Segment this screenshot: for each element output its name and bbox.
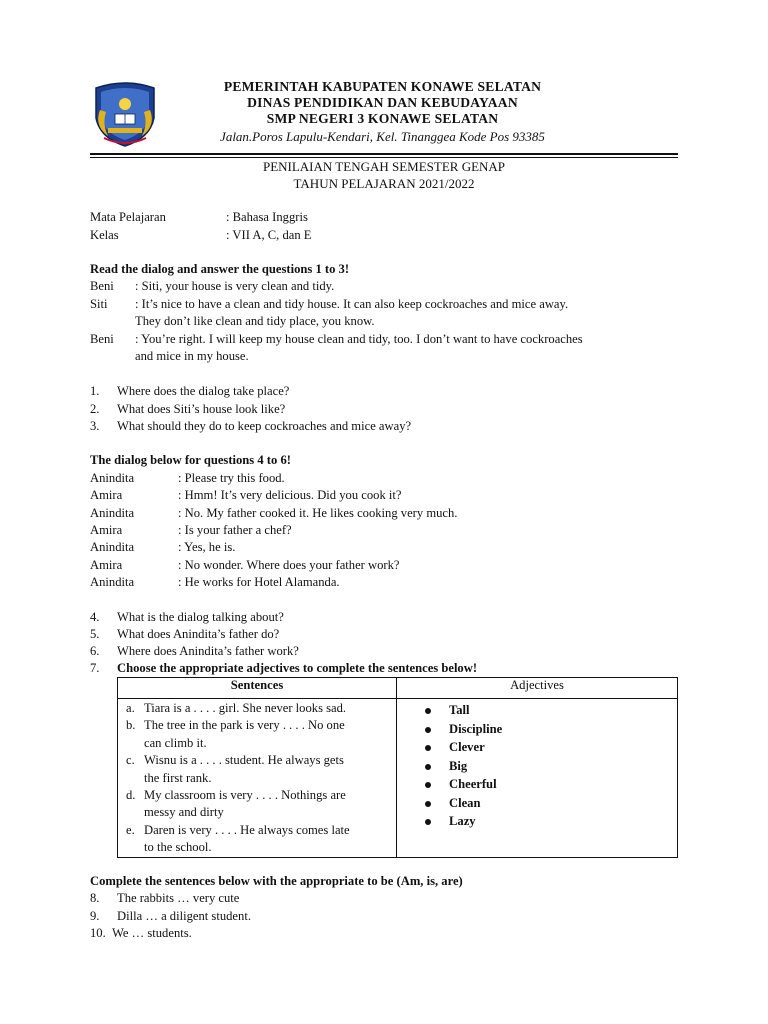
question-number: 4. bbox=[90, 610, 100, 624]
dialog-speaker: Anindita bbox=[90, 575, 135, 589]
question-text: Where does Anindita’s father work? bbox=[117, 644, 299, 658]
question-text: What should they do to keep cockroaches and mice away? bbox=[117, 419, 412, 433]
dialog-speaker: Beni bbox=[90, 332, 114, 346]
exam-year: TAHUN PELAJARAN 2021/2022 bbox=[293, 176, 475, 191]
dialog-speaker: Amira bbox=[90, 558, 123, 572]
question-text: The rabbits … very cute bbox=[117, 891, 240, 905]
adjective-list bbox=[397, 699, 677, 831]
adjective-item: Tall bbox=[397, 701, 677, 720]
sentence-item: d. My classroom is very . . . . Nothings are messy and dirty bbox=[126, 788, 346, 820]
adjective-item: Cheerful bbox=[397, 775, 677, 794]
adjective-item: Lazy bbox=[397, 812, 677, 831]
bullet-icon bbox=[425, 801, 431, 807]
section1-heading: Read the dialog and answer the questions 1 to 3! bbox=[90, 262, 350, 276]
question-text: What does Siti’s house look like? bbox=[117, 402, 286, 416]
dialog-line: : It’s nice to have a clean and tidy house. It can also keep cockroaches and mice away. bbox=[135, 297, 569, 311]
bullet-icon bbox=[425, 745, 431, 751]
question-text: What is the dialog talking about? bbox=[117, 610, 284, 624]
question-number: 1. bbox=[90, 384, 100, 398]
adjectives-table bbox=[117, 677, 678, 858]
dialog-line: : Please try this food. bbox=[178, 471, 285, 485]
dialog-line: : He works for Hotel Alamanda. bbox=[178, 575, 340, 589]
header-divider-thin bbox=[90, 157, 678, 158]
bullet-icon bbox=[425, 819, 431, 825]
sentence-item: b. The tree in the park is very . . . . No one can climb it. bbox=[126, 718, 345, 750]
question-number: 2. bbox=[90, 402, 100, 416]
dialog-line: : You’re right. I will keep my house clean and tidy, too. I don’t want to have cockroaches bbox=[135, 332, 583, 346]
dialog-speaker: Anindita bbox=[90, 540, 135, 554]
header-department: DINAS PENDIDIKAN DAN KEBUDAYAAN bbox=[247, 95, 518, 110]
adjective-item: Clever bbox=[397, 738, 677, 757]
dialog-line: : No wonder. Where does your father work? bbox=[178, 558, 400, 572]
question-number: 10. bbox=[90, 926, 106, 940]
info-label: Mata Pelajaran bbox=[90, 210, 166, 224]
dialog-speaker: Anindita bbox=[90, 471, 135, 485]
question-number: 8. bbox=[90, 891, 100, 905]
dialog-line: : No. My father cooked it. He likes cooking very much. bbox=[178, 506, 458, 520]
dialog-line: : Siti, your house is very clean and tidy. bbox=[135, 279, 335, 293]
bullet-icon bbox=[425, 708, 431, 714]
adjective-item: Discipline bbox=[397, 720, 677, 739]
question-text: Where does the dialog take place? bbox=[117, 384, 290, 398]
info-value: : Bahasa Inggris bbox=[226, 210, 308, 224]
dialog-line: : Yes, he is. bbox=[178, 540, 236, 554]
header-address: Jalan.Poros Lapulu-Kendari, Kel. Tinanggea Kode Pos 93385 bbox=[220, 129, 545, 144]
dialog-speaker: Amira bbox=[90, 523, 123, 537]
question-number: 3. bbox=[90, 419, 100, 433]
header-divider bbox=[90, 153, 678, 155]
question-number: 7. bbox=[90, 661, 100, 675]
sentences-cell bbox=[118, 699, 397, 858]
question-text: Choose the appropriate adjectives to complete the sentences below! bbox=[117, 661, 478, 675]
question-text: Dilla … a diligent student. bbox=[117, 909, 251, 923]
bullet-icon bbox=[425, 764, 431, 770]
dialog-line: : Hmm! It’s very delicious. Did you cook it? bbox=[178, 488, 402, 502]
section2-heading: The dialog below for questions 4 to 6! bbox=[90, 453, 291, 467]
bullet-icon bbox=[425, 782, 431, 788]
dialog-speaker: Anindita bbox=[90, 506, 135, 520]
sentence-item: a. Tiara is a . . . . girl. She never looks sad. bbox=[126, 701, 347, 715]
info-label: Kelas bbox=[90, 228, 119, 242]
info-value: : VII A, C, dan E bbox=[226, 228, 312, 242]
dialog-line: and mice in my house. bbox=[135, 349, 249, 363]
dialog-line: : Is your father a chef? bbox=[178, 523, 292, 537]
sentence-item: c. Wisnu is a . . . . student. He always gets the first rank. bbox=[126, 753, 344, 785]
question-number: 6. bbox=[90, 644, 100, 658]
adjective-item: Clean bbox=[397, 794, 677, 813]
question-number: 5. bbox=[90, 627, 100, 641]
adjective-item: Big bbox=[397, 757, 677, 776]
dialog-speaker: Siti bbox=[90, 297, 108, 311]
dialog-speaker: Amira bbox=[90, 488, 123, 502]
dialog-line: They don’t like clean and tidy place, you know. bbox=[135, 314, 375, 328]
section3-heading: Complete the sentences below with the appropriate to be (Am, is, are) bbox=[90, 874, 463, 888]
dialog-speaker: Beni bbox=[90, 279, 114, 293]
header-government: PEMERINTAH KABUPATEN KONAWE SELATAN bbox=[223, 79, 542, 94]
exam-title: PENILAIAN TENGAH SEMESTER GENAP bbox=[262, 159, 506, 174]
column-header-adjectives: Adjectives bbox=[397, 678, 678, 699]
question-number: 9. bbox=[90, 909, 100, 923]
adjectives-cell bbox=[397, 699, 678, 858]
header-school: SMP NEGERI 3 KONAWE SELATAN bbox=[266, 111, 499, 126]
question-text: We … students. bbox=[112, 926, 192, 940]
bullet-icon bbox=[425, 727, 431, 733]
column-header-sentences: Sentences bbox=[118, 678, 397, 699]
question-text: What does Anindita’s father do? bbox=[117, 627, 280, 641]
sentence-item: e. Daren is very . . . . He always comes late to the school. bbox=[126, 822, 350, 855]
